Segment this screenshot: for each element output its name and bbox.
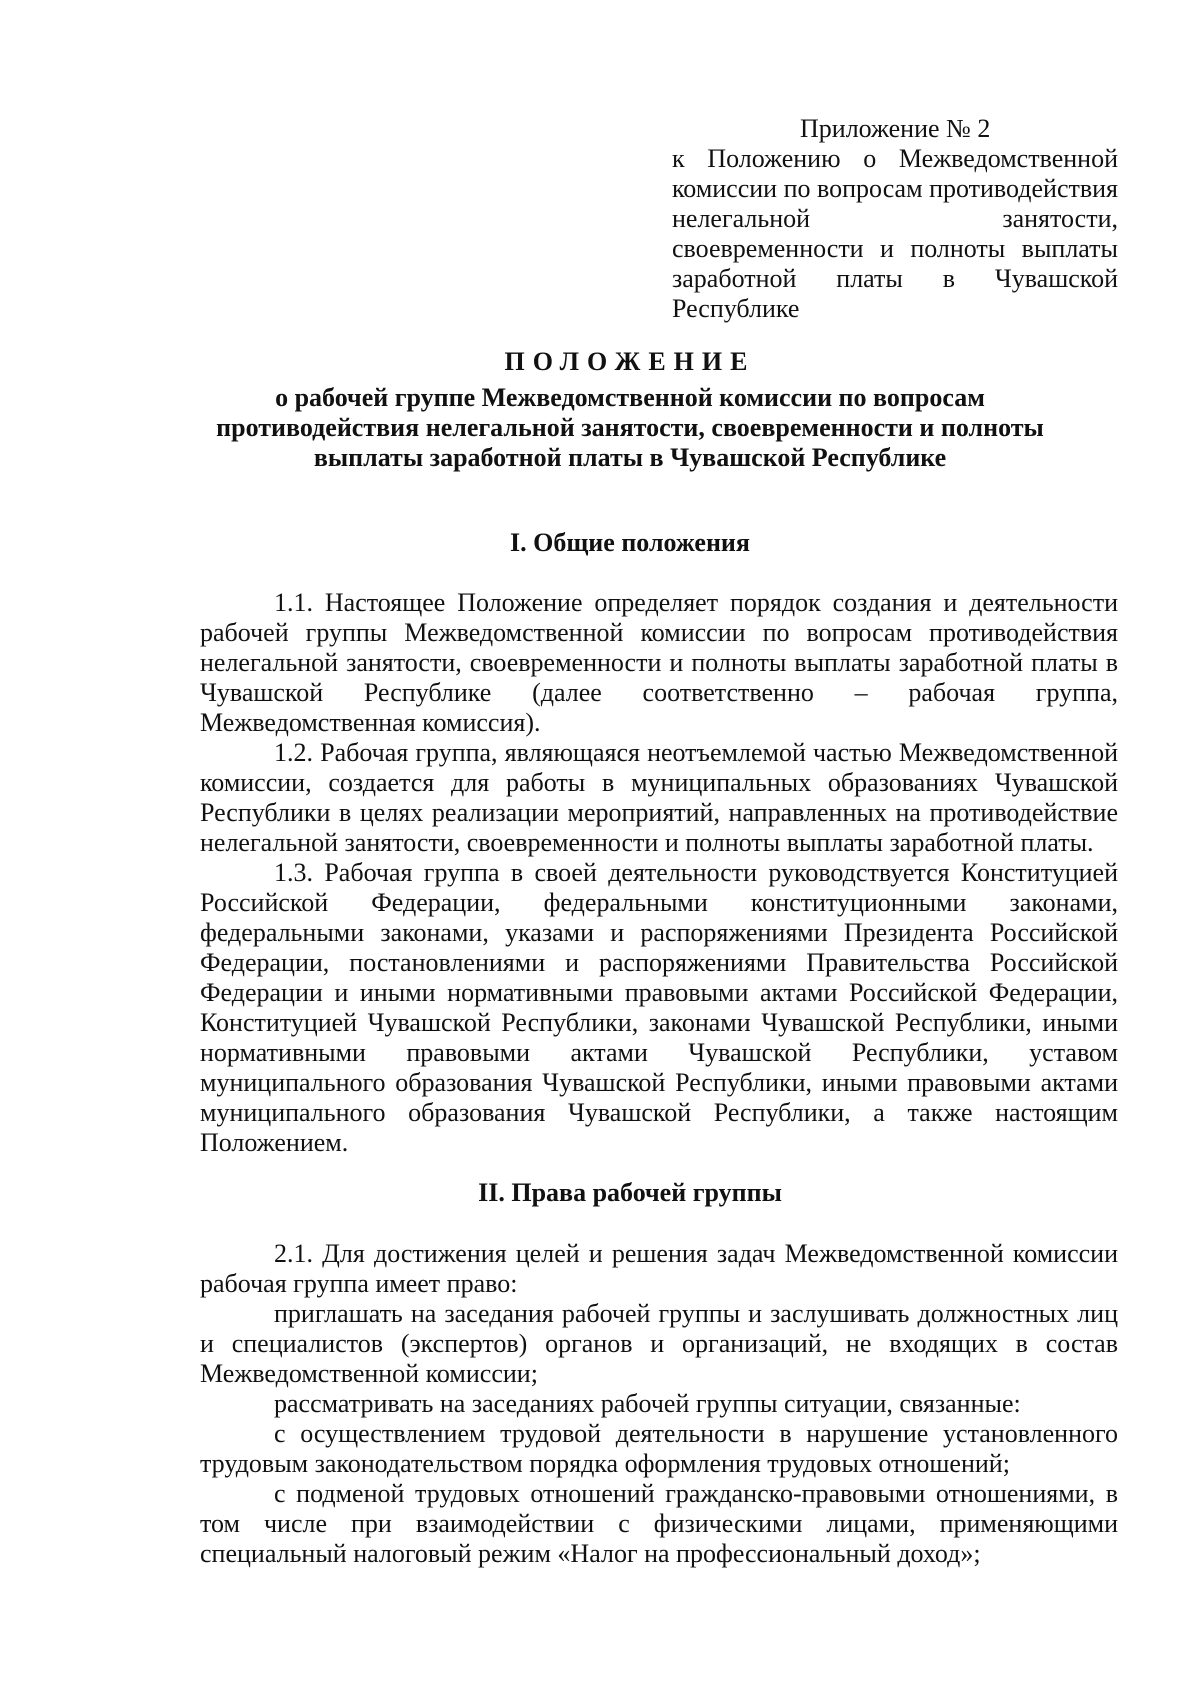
appendix-note (672, 114, 1118, 324)
paragraph: с подменой трудовых отношений гражданско-правовыми отношениями, в том числе при взаимодействии с физическими лицами, применяющими специальный налоговый режим «Налог на профессиональный доход»; (200, 1479, 1118, 1568)
appendix-number: Приложение № 2 (800, 114, 991, 143)
title-subtitle-line: выплаты заработной платы в Чувашской Республике (313, 443, 947, 472)
title-main: ПОЛОЖЕНИЕ (504, 347, 756, 376)
section-rights-body (200, 1239, 1118, 1569)
paragraph: приглашать на заседания рабочей группы и заслушивать должностных лиц и специалистов (экспертов) органов и организаций, не входящих в состав Межведомственной комиссии; (200, 1299, 1118, 1388)
appendix-text: к Положению о Межведомственной комиссии по вопросам противодействия нелегальной занятости, своевременности и полноты выплаты заработной платы в Чувашской Республике (672, 144, 1118, 323)
section-heading-general: I. Общие положения (510, 528, 750, 557)
section-general-body (200, 588, 1118, 1158)
title-subtitle-line: о рабочей группе Межведомственной комиссии по вопросам (275, 383, 985, 412)
paragraph: 1.3. Рабочая группа в своей деятельности руководствуется Конституцией Российской Федерации, федеральными конституционными законами, федеральными законами, указами и распоряжениями Президента Российской Федерации, постановлениями и распоряжениями Правительства Российской Федерации и иными нормативными правовыми актами Российской Федерации, Конституцией Чувашской Республики, законами Чувашской Республики, иными нормативными правовыми актами Чувашской Республики, уставом муниципального образования Чувашской Республики, иными правовыми актами муниципального образования Чувашской Республики, а также настоящим Положением. (200, 858, 1118, 1157)
paragraph: рассматривать на заседаниях рабочей группы ситуации, связанные: (274, 1389, 1021, 1418)
paragraph: 2.1. Для достижения целей и решения задач Межведомственной комиссии рабочая группа имеет право: (200, 1239, 1118, 1298)
title-subtitle-line: противодействия нелегальной занятости, своевременности и полноты (216, 413, 1044, 442)
paragraph: 1.2. Рабочая группа, являющаяся неотъемлемой частью Межведомственной комиссии, создается для работы в муниципальных образованиях Чувашской Республики в целях реализации мероприятий, направленных на противодействие нелегальной занятости, своевременности и полноты выплаты заработной платы. (200, 738, 1118, 857)
document-title (200, 347, 1060, 473)
paragraph: с осуществлением трудовой деятельности в нарушение установленного трудовым законодательством порядка оформления трудовых отношений; (200, 1419, 1118, 1478)
section-heading-rights: II. Права рабочей группы (478, 1178, 782, 1207)
paragraph: 1.1. Настоящее Положение определяет порядок создания и деятельности рабочей группы Межведомственной комиссии по вопросам противодействия нелегальной занятости, своевременности и полноты выплаты заработной платы в Чувашской Республике (далее соответственно – рабочая группа, Межведомственная комиссия). (200, 588, 1118, 737)
